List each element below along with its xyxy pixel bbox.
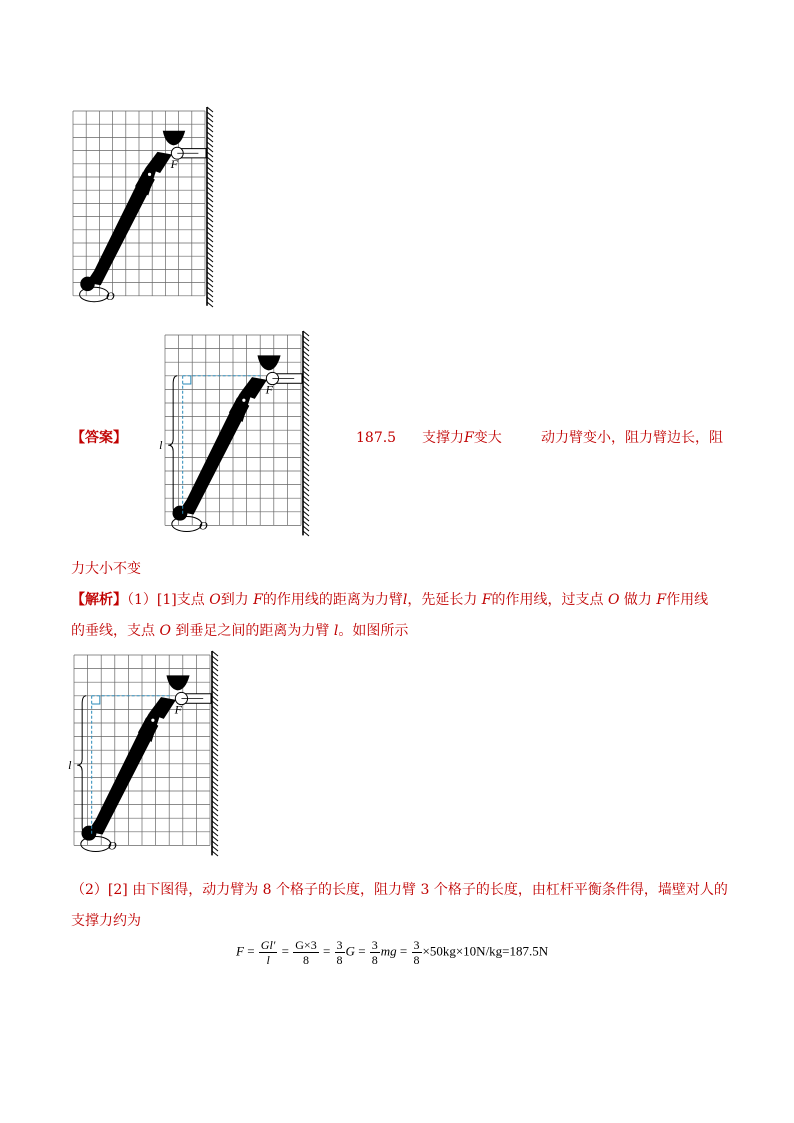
wall-hatch — [303, 331, 309, 536]
shoe — [80, 287, 109, 302]
label-o: O — [199, 518, 208, 533]
wall-hatch — [207, 107, 213, 307]
fraction-gl-over-l: $\frac{Gl'}{l}$ — [260, 938, 276, 967]
label-a: A — [142, 173, 151, 188]
label-a: A — [146, 720, 154, 735]
wall-hatch — [212, 651, 218, 856]
fraction-g3-over-8: $\frac{G\times 3}{8}$ — [295, 938, 317, 967]
analysis-line3: （2）[2] 由下图得，动力臂为 8 个格子的长度，阻力臂 3 个格子的长度，由杠杆平衡条件得，墙壁对人的 — [71, 882, 728, 898]
label-f: F — [265, 382, 273, 397]
person-figure — [81, 675, 189, 840]
head — [257, 355, 280, 370]
label-o: O — [108, 838, 117, 853]
figure-analysis — [70, 652, 225, 867]
right-angle-mark — [92, 696, 100, 704]
answer-reason-line2: 力大小不变 — [71, 561, 141, 577]
label-a: A — [237, 400, 245, 415]
person-figure — [80, 131, 185, 291]
analysis-line4: 支撑力约为 — [71, 913, 141, 929]
head — [166, 675, 189, 690]
label-o: O — [106, 288, 115, 303]
label-f: F — [174, 702, 182, 717]
label-l: l — [159, 438, 163, 453]
shoe — [81, 837, 111, 852]
analysis-line2: 的垂线，支点 O 到垂足之间的距离为力臂 l。如图所示 — [71, 623, 409, 639]
fraction-3-over-8-c: $\frac{3}{8}$ — [413, 938, 420, 967]
head — [163, 131, 185, 146]
lever-arm-brace — [77, 696, 86, 835]
answer-tag: 【答案】 — [71, 430, 127, 446]
answer-change: 支撑力F变大 — [422, 430, 502, 446]
analysis-line1: 【解析】（1）[1]支点 O到力 F的作用线的距离为力臂l，先延长力 F的作用线，过支点 O 做力 F作用线 — [71, 592, 709, 608]
fraction-3-over-8-a: $\frac{3}{8}$ — [336, 938, 343, 967]
answer-value: 187.5 — [356, 430, 397, 446]
right-angle-mark — [183, 376, 191, 384]
fraction-3-over-8-b: $\frac{3}{8}$ — [371, 938, 378, 967]
person-figure — [172, 355, 280, 520]
label-l: l — [68, 758, 72, 773]
lever-arm-brace — [168, 376, 177, 515]
figure-question — [70, 108, 220, 313]
foot — [80, 277, 95, 292]
answer-reason-line1: 动力臂变小，阻力臂边长，阻 — [541, 430, 723, 446]
shoe — [172, 517, 202, 532]
formula: F = $\frac{Gl'}{l}$ = $\frac{G\times 3}{8}$ = $\frac{3}{8}$ G = $\frac{3}{8}$ mg = $\frac{3}{8}$ ×50kg×10N/kg=187.5N — [236, 938, 549, 967]
label-f: F — [170, 156, 179, 171]
figure-answer — [159, 332, 317, 547]
